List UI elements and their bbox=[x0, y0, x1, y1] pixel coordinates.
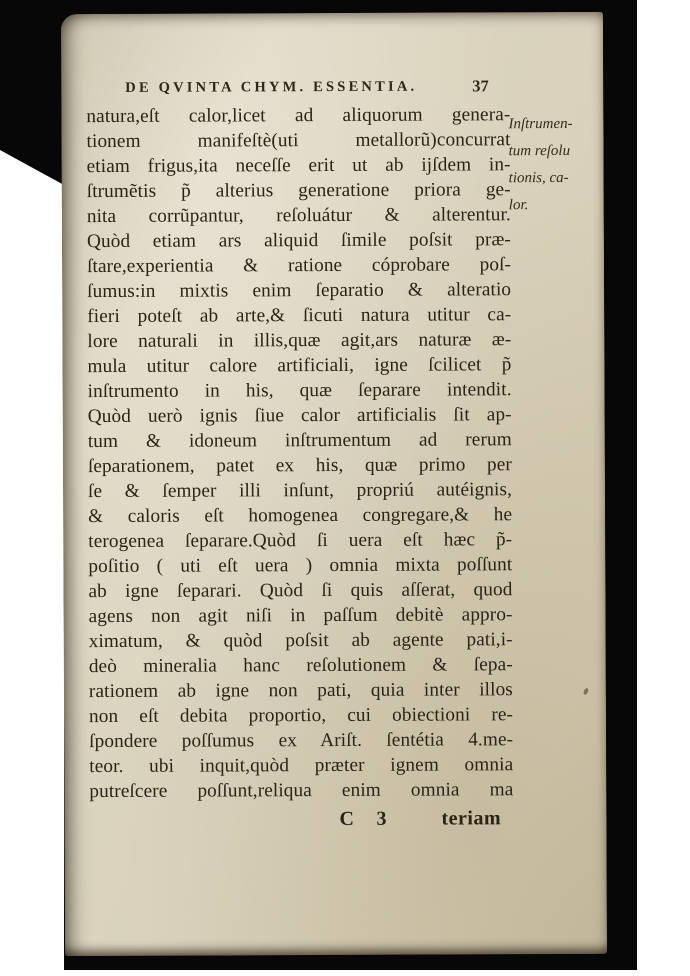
ink-speck bbox=[583, 687, 590, 695]
text-line: inſtrumento in his, quæ ſeparare intendit. bbox=[87, 379, 512, 403]
margin-note-line: tionis, ca- bbox=[508, 169, 569, 187]
text-line: ab igne ſeparari. Quòd ſi quis aſſerat, quod bbox=[88, 579, 513, 603]
text-line: Quòd etiam ars aliquid ſimile poſsit præ- bbox=[86, 229, 511, 253]
text-line: Quòd uerò ignis ſiue calor artificialis ſit ap- bbox=[87, 404, 512, 428]
margin-note-line: lor. bbox=[508, 197, 529, 214]
signature-line bbox=[89, 807, 513, 835]
signature-number: 3 bbox=[376, 807, 387, 830]
catchword: teriam bbox=[441, 807, 502, 830]
margin-note bbox=[508, 111, 604, 219]
body-text-block bbox=[86, 102, 513, 804]
text-line: rationem ab igne non pati, quia inter illos bbox=[88, 679, 513, 703]
text-line: etiam frigus,ita neceſſe erit ut ab ijſdem in- bbox=[86, 154, 511, 178]
margin-note-line: Inſtrumen- bbox=[508, 115, 573, 133]
text-line: terogenea ſeparare.Quòd ſi uera eſt hæc p̃- bbox=[88, 529, 513, 553]
text-line: ſtrumẽtis p̃ alterius generatione priora ge- bbox=[86, 179, 511, 203]
text-line: putreſcere poſſunt,reliqua enim omnia ma bbox=[89, 779, 514, 803]
text-line: tionem manifeſtè(uti metallorũ)concurrat bbox=[86, 129, 511, 153]
margin-note-line: tum reſolu bbox=[508, 142, 571, 160]
signature-mark: C bbox=[339, 807, 354, 830]
text-line: & caloris eſt homogenea congregare,& he bbox=[88, 504, 513, 528]
text-line: fieri poteſt ab arte,& ſicuti natura utitur ca- bbox=[87, 304, 512, 328]
text-line: deò mineralia hanc reſolutionem & ſepa- bbox=[88, 654, 513, 678]
text-line: ximatum, & quòd poſsit ab agente pati,i- bbox=[88, 629, 513, 653]
page-number: 37 bbox=[472, 76, 489, 96]
text-line: ſeparationem, patet ex his, quæ primo per bbox=[87, 454, 512, 478]
text-line: lore naturali in illis,quæ agit,ars naturæ æ- bbox=[87, 329, 512, 353]
text-line: ſe & ſemper illi inſunt, propriú autéignis, bbox=[87, 479, 513, 503]
text-line: nita corrũpantur, reſoluátur & alterentur. bbox=[86, 204, 511, 228]
text-line: mula utitur calore artificiali, igne ſcilicet p̃ bbox=[87, 354, 512, 378]
text-line: ſumus:in mixtis enim ſeparatio & alteratio bbox=[87, 279, 512, 303]
page-header bbox=[61, 78, 603, 104]
text-line: non eſt debita proportio, cui obiectioni re- bbox=[88, 704, 514, 728]
text-line: poſitio ( uti eſt uera ) omnia mixta poſſunt bbox=[88, 554, 513, 578]
text-line: ſpondere poſſumus ex Ariſt. ſentétia 4.me- bbox=[89, 729, 514, 753]
text-line: ſtare,experientia & ratione cóprobare poſ- bbox=[87, 254, 512, 278]
running-title: DE QVINTA CHYM. ESSENTIA. bbox=[125, 78, 418, 96]
text-line: tum & idoneum inſtrumentum ad rerum bbox=[87, 429, 512, 453]
book-page bbox=[61, 12, 607, 956]
text-line: natura,eſt calor,licet ad aliquorum genera- bbox=[86, 104, 511, 128]
text-line: teor. ubi inquit,quòd præter ignem omnia bbox=[89, 754, 514, 778]
text-line: agens non agit niſi in paſſum debitè appro- bbox=[88, 604, 513, 628]
